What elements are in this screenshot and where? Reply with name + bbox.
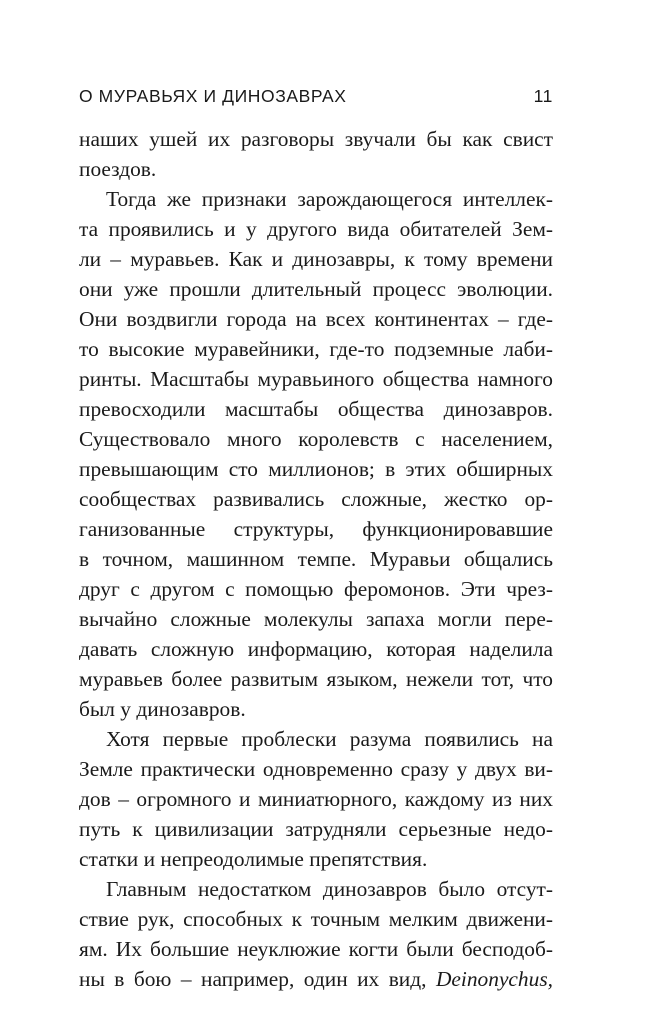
text-line: Земле практически одновременно сразу у двух ви- bbox=[79, 757, 553, 781]
text-line: путь к цивилизации затрудняли серьезные недо- bbox=[79, 817, 553, 841]
species-name: Deinonychus, bbox=[435, 967, 553, 991]
text-line: превышающим сто миллионов; в этих обширных bbox=[79, 457, 553, 481]
text-line: дов – огромного и миниатюрного, каждому из них bbox=[79, 787, 553, 811]
text-line: статки и непреодолимые препятствия. bbox=[79, 847, 428, 871]
body-text bbox=[79, 124, 553, 994]
text-line: ли – муравьев. Как и динозавры, к тому времени bbox=[79, 247, 553, 271]
text-line: муравьев более развитым языком, нежели тот, что bbox=[79, 667, 553, 691]
text-line: в точном, машинном темпе. Муравьи общались bbox=[79, 547, 553, 571]
text-line: ганизованные структуры, функционировавшие bbox=[79, 517, 553, 541]
text-line: ринты. Масштабы муравьиного общества намного bbox=[79, 367, 553, 391]
text-line: та проявились и у другого вида обитателей Зем- bbox=[79, 217, 553, 241]
text-line: ям. Их большие неуклюжие когти были бесподоб- bbox=[79, 937, 553, 961]
text-line-start: ны в бою – например, один их вид, bbox=[79, 967, 427, 991]
text-line: они уже прошли длительный процесс эволюции. bbox=[79, 277, 553, 301]
text-line: давать сложную информацию, которая наделила bbox=[79, 637, 553, 661]
page-number: 11 bbox=[533, 86, 553, 106]
text-line: то высокие муравейники, где-то подземные лаби- bbox=[79, 337, 553, 361]
running-head bbox=[79, 86, 553, 110]
paragraph-first-line: Главным недостатком динозавров было отсут- bbox=[106, 877, 553, 901]
running-title: О МУРАВЬЯХ И ДИНОЗАВРАХ bbox=[79, 86, 347, 106]
text-line: ствие рук, способных к точным мелким движени- bbox=[79, 907, 553, 931]
text-line: вычайно сложные молекулы запаха могли пере- bbox=[79, 607, 553, 631]
text-line: поездов. bbox=[79, 157, 157, 181]
text-line: превосходили масштабы общества динозавров. bbox=[79, 397, 553, 421]
text-line: был у динозавров. bbox=[79, 697, 246, 721]
paragraph-first-line: Тогда же признаки зарождающегося интеллек- bbox=[106, 187, 553, 211]
text-line: Они воздвигли города на всех континентах – где- bbox=[79, 307, 553, 331]
paragraph-first-line: Хотя первые проблески разума появились на bbox=[106, 727, 553, 751]
text-line: друг с другом с помощью феромонов. Эти чрез- bbox=[79, 577, 553, 601]
text-line: сообществах развивались сложные, жестко ор- bbox=[79, 487, 553, 511]
text-line-with-term bbox=[79, 964, 553, 994]
text-line: наших ушей их разговоры звучали бы как свист bbox=[79, 127, 553, 151]
text-line: Существовало много королевств с населением, bbox=[79, 427, 553, 451]
